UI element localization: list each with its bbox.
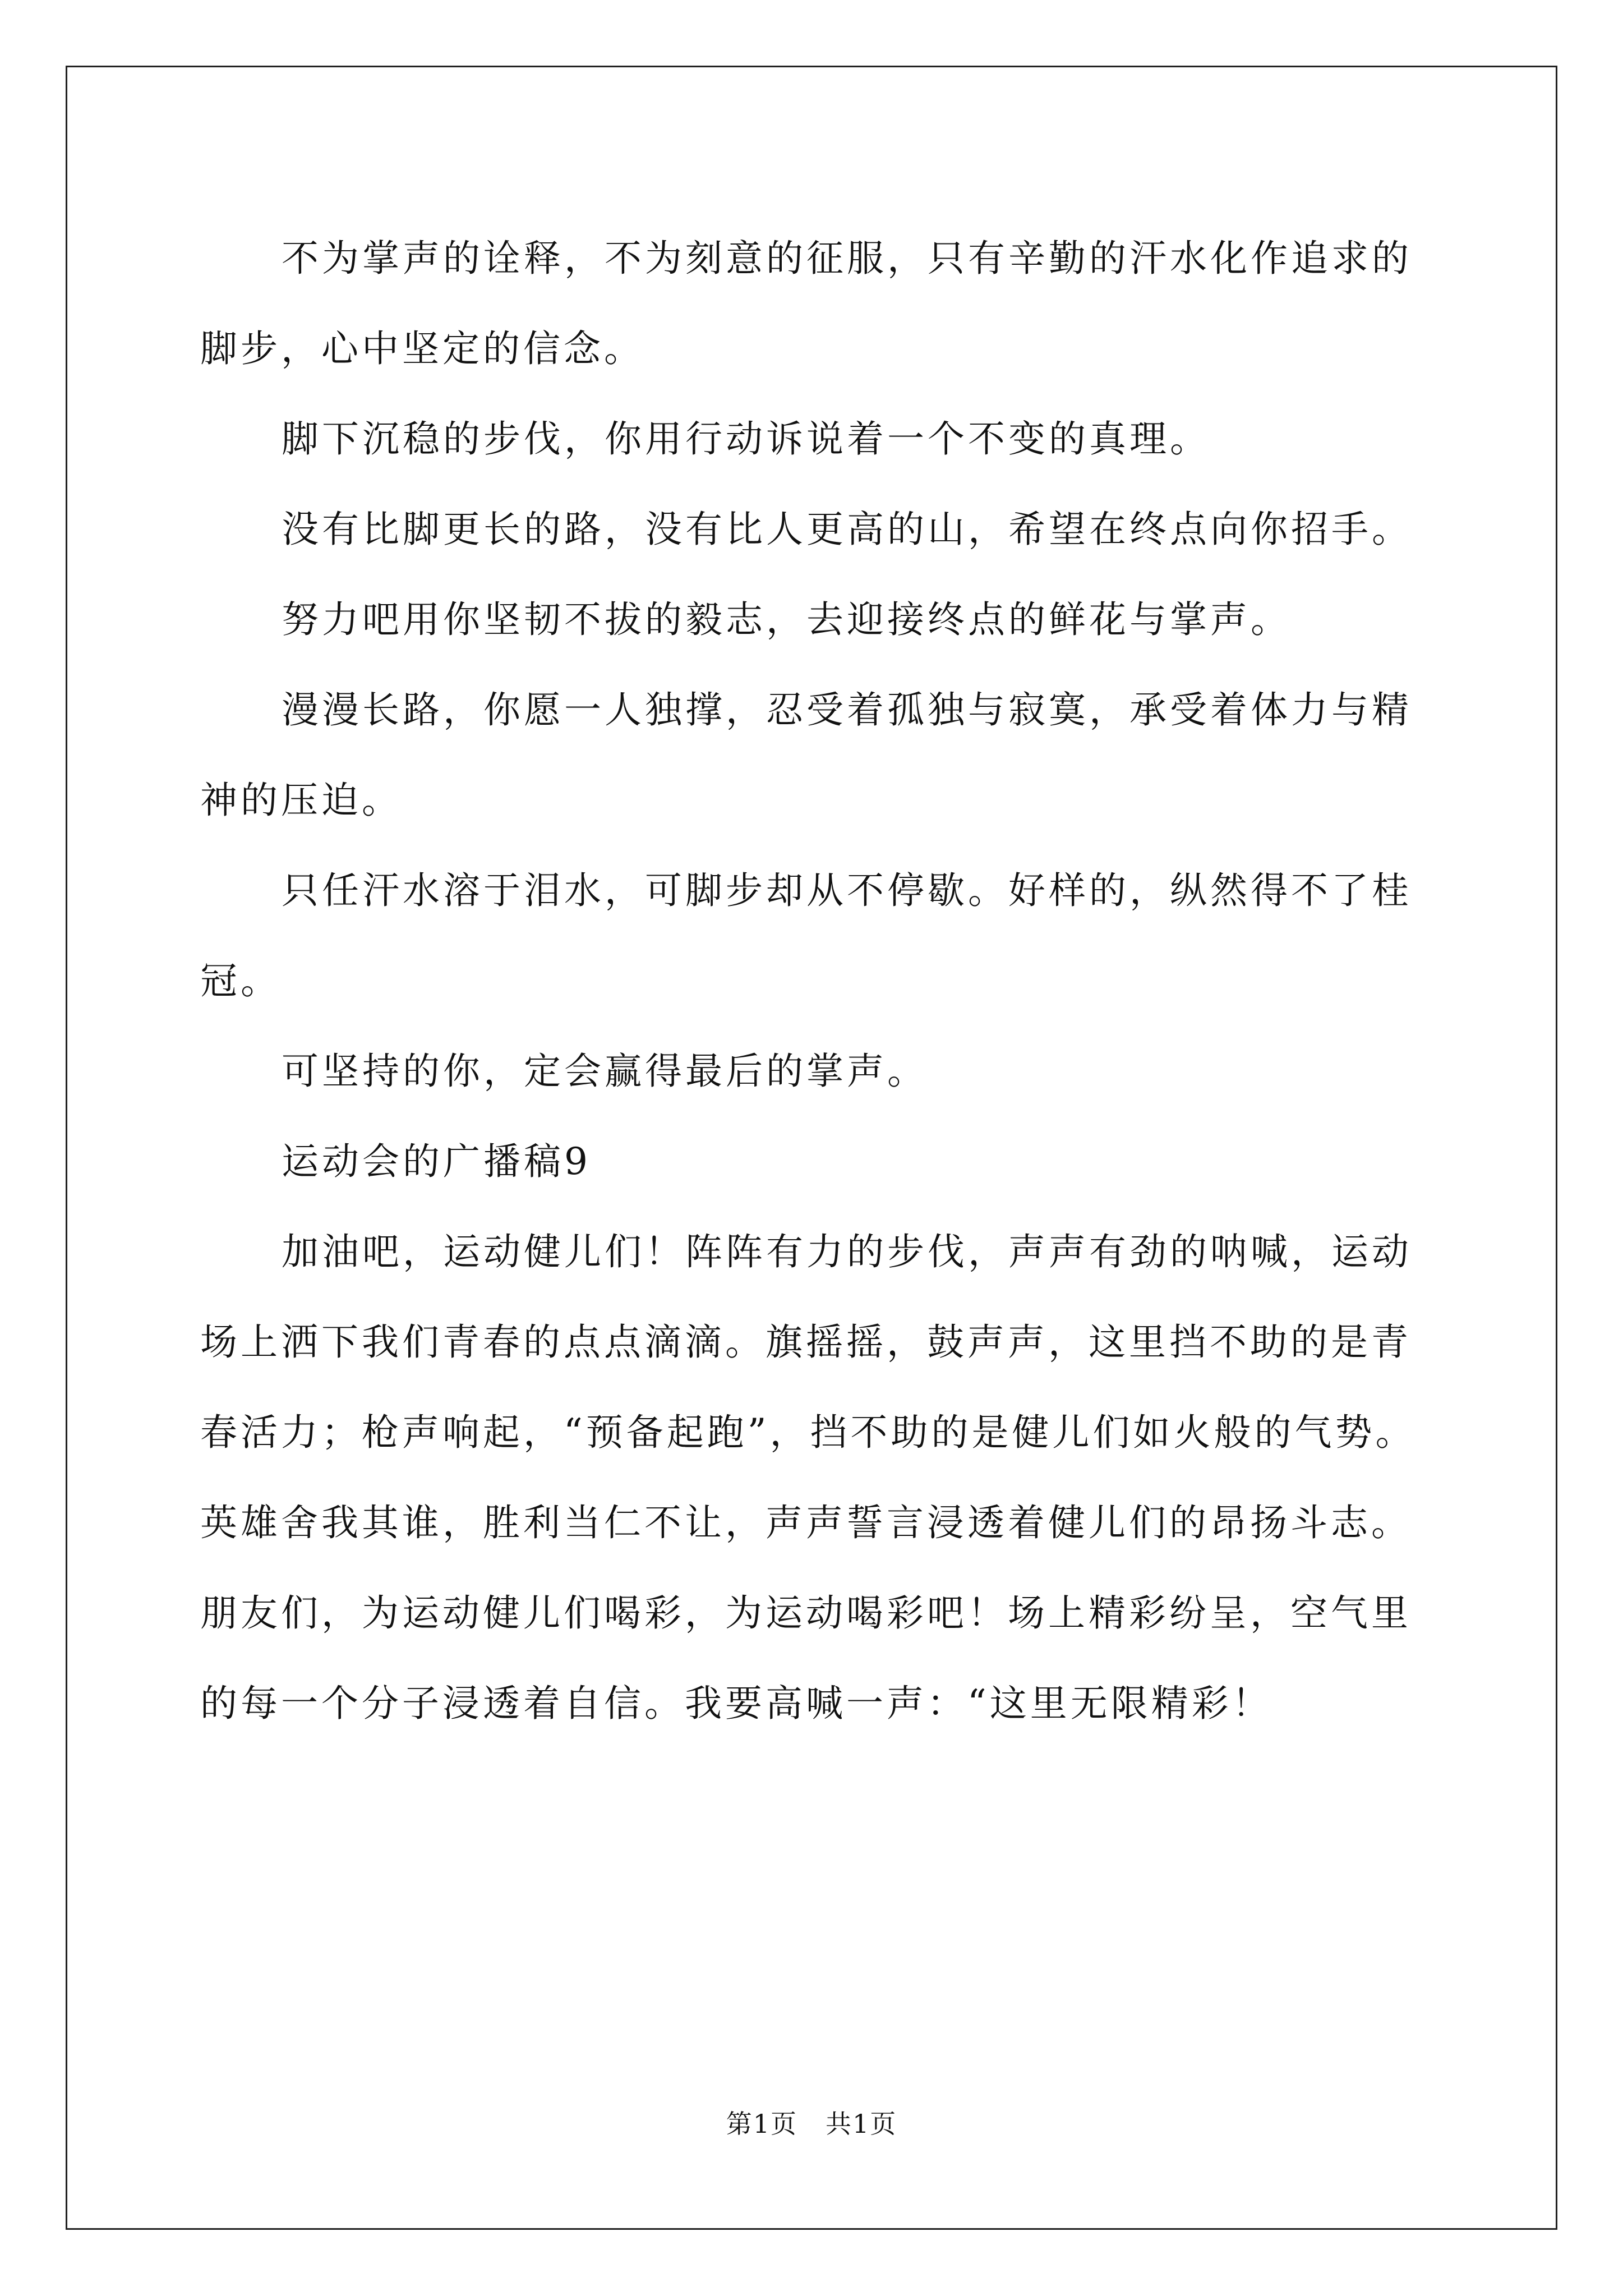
paragraph-2: 脚下沉稳的步伐，你用行动诉说着一个不变的真理。: [282, 417, 1210, 461]
section-paragraph: 加油吧，运动健儿们！阵阵有力的步伐，声声有劲的呐喊，运动场上洒下我们青春的点点滴滴。旗摇摇，鼓声声，这里挡不助的是青春活力；枪声响起，“预备起跑”，挡不助的是健儿们如火般的气势。英雄舍我其谁，胜利当仁不让，声声誓言浸透着健儿们的昂扬斗志。朋友们，为运动健儿们喝彩，为运动喝彩吧！场上精彩纷呈，空气里的每一个分子浸透着自信。我要高喊一声：“这里无限精彩！: [200, 1230, 1416, 1725]
paragraph-4: 努力吧用你坚韧不拔的毅志，去迎接终点的鲜花与掌声。: [282, 598, 1291, 641]
paragraph-6: 只任汗水溶于泪水，可脚步却从不停歇。好样的，纵然得不了桂冠。: [200, 869, 1412, 1002]
section-heading: 运动会的广播稿9: [282, 1140, 591, 1183]
paragraph-3: 没有比脚更长的路，没有比人更高的山，希望在终点向你招手。: [282, 508, 1412, 551]
paragraph-5: 漫漫长路，你愿一人独撑，忍受着孤独与寂寞，承受着体力与精神的压迫。: [200, 688, 1412, 822]
page-number-current: 第1页: [726, 2109, 797, 2139]
document-body: [200, 213, 1434, 1749]
page-number-total: 共1页: [826, 2109, 897, 2139]
paragraph-1: 不为掌声的诠释，不为刻意的征服，只有辛勤的汗水化作追求的脚步，心中坚定的信念。: [200, 237, 1412, 370]
page-footer: [0, 2104, 1623, 2141]
paragraph-7: 可坚持的你，定会赢得最后的掌声。: [282, 1050, 928, 1093]
